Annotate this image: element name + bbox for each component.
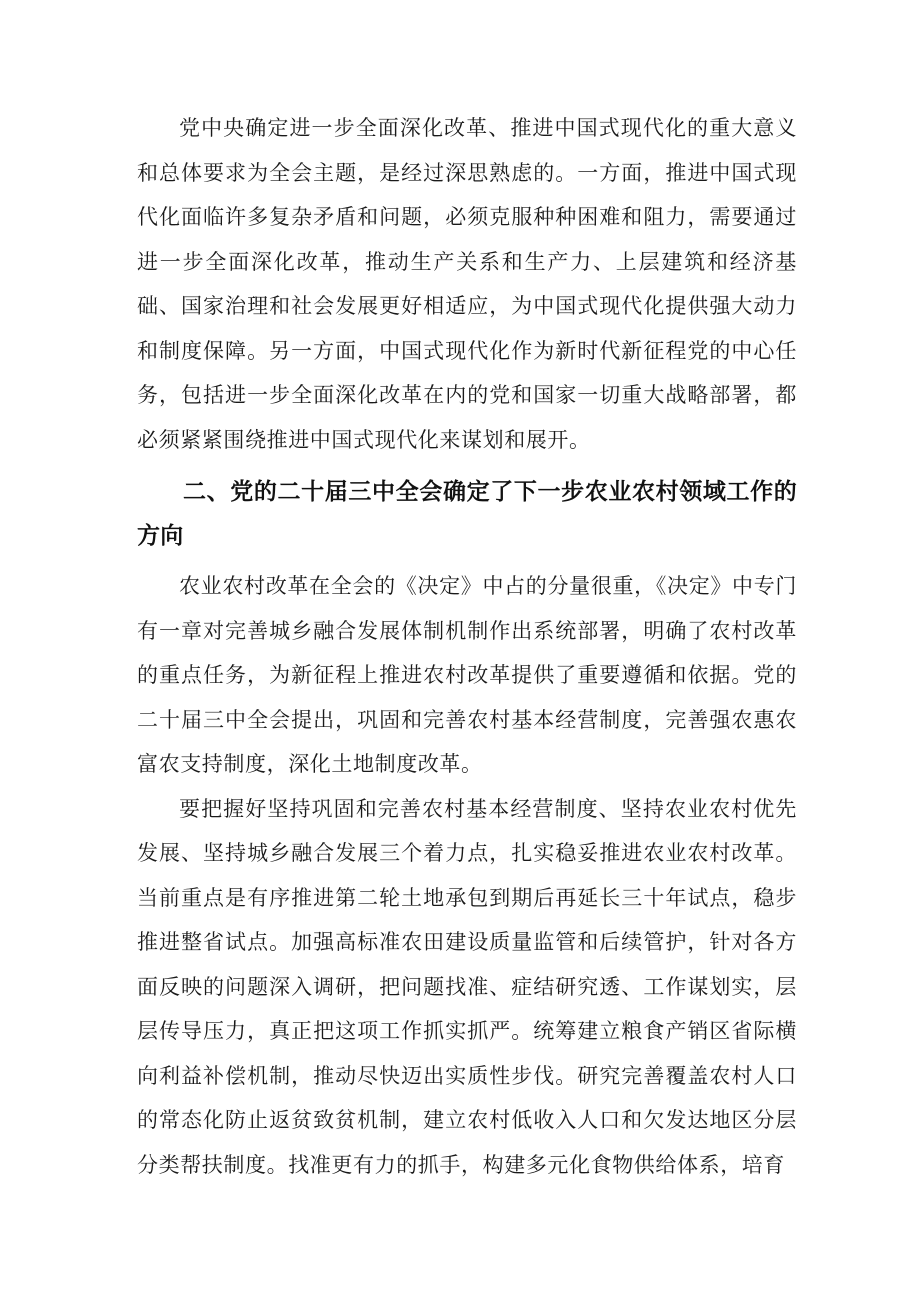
document-body bbox=[137, 106, 797, 1187]
paragraph-3: 要把握好坚持巩固和完善农村基本经营制度、坚持农业农村优先发展、坚持城乡融合发展三个着力点，扎实稳妥推进农业农村改革。当前重点是有序推进第二轮土地承包到期后再延长三十年试点，稳步推进整省试点。加强高标准农田建设质量监管和后续管护，针对各方面反映的问题深入调研，把问题找准、症结研究透、工作谋划实，层层传导压力，真正把这项工作抓实抓严。统筹建立粮食产销区省际横向利益补偿机制，推动尽快迈出实质性步伐。研究完善覆盖农村人口的常态化防止返贫致贫机制，建立农村低收入人口和欠发达地区分层分类帮扶制度。找准更有力的抓手，构建多元化食物供给体系，培育 bbox=[137, 796, 797, 1177]
paragraph-2: 农业农村改革在全会的《决定》中占的分量很重，《决定》中专门有一章对完善城乡融合发展体制机制作出系统部署，明确了农村改革的重点任务，为新征程上推进农村改革提供了重要遵循和依据。党的二十届三中全会提出，巩固和完善农村基本经营制度，完善强农惠农富农支持制度，深化土地制度改革。 bbox=[137, 574, 797, 776]
section-heading-2: 二、党的二十届三中全会确定了下一步农业农村领域工作的方向 bbox=[137, 479, 797, 549]
paragraph-1: 党中央确定进一步全面深化改革、推进中国式现代化的重大意义和总体要求为全会主题，是经过深思熟虑的。一方面，推进中国式现代化面临许多复杂矛盾和问题，必须克服种种困难和阻力，需要通过进一步全面深化改革，推动生产关系和生产力、上层建筑和经济基础、国家治理和社会发展更好相适应，为中国式现代化提供强大动力和制度保障。另一方面，中国式现代化作为新时代新征程党的中心任务，包括进一步全面深化改革在内的党和国家一切重大战略部署，都必须紧紧围绕推进中国式现代化来谋划和展开。 bbox=[137, 116, 797, 452]
